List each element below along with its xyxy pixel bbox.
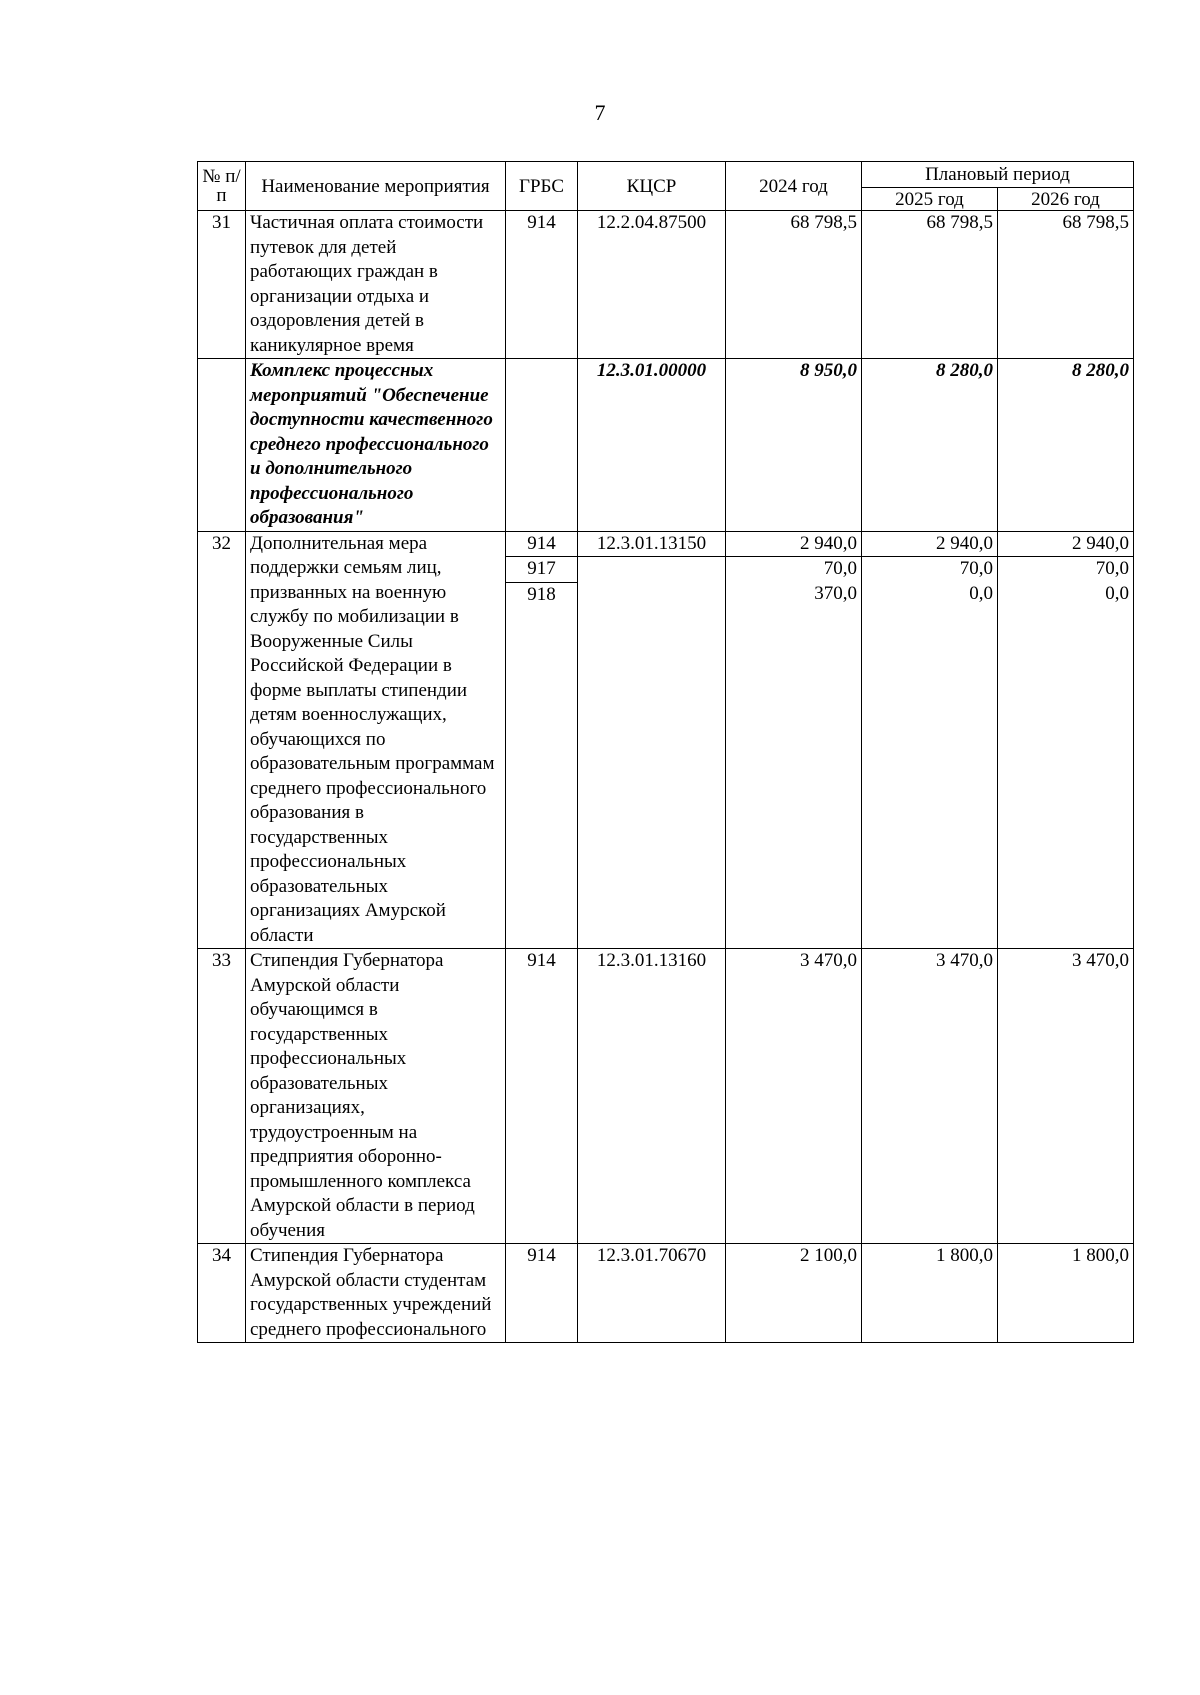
page-number: 7 — [594, 100, 606, 125]
row-2025: 1 800,0 — [862, 1244, 998, 1343]
row-name: Стипендия Губернатора Амурской области обучающимся в государственных профессиональных образовательных организациях, трудоустроенным на предприятия оборонно-промышленного комплекса Амурской области в период обучения — [246, 949, 506, 1244]
grbs-line: 914 — [527, 532, 556, 554]
row-name: Стипендия Губернатора Амурской области студентам государственных учреждений среднего профессионального — [246, 1244, 506, 1343]
row-kcsr-cell — [578, 531, 726, 949]
row-num: 32 — [198, 531, 246, 949]
row-grbs-cell — [506, 531, 578, 949]
header-num: № п/п — [198, 162, 246, 211]
value-line: 70,0 — [862, 556, 997, 582]
row-num: 34 — [198, 1244, 246, 1343]
table-row — [198, 1244, 1134, 1343]
row-grbs: 914 — [506, 211, 578, 359]
row-2026-cell — [998, 531, 1134, 949]
row-2024: 2 100,0 — [726, 1244, 862, 1343]
value-line: 0,0 — [969, 582, 993, 604]
section-kcsr: 12.3.01.00000 — [578, 359, 726, 532]
value-line: 2 940,0 — [1072, 532, 1130, 554]
table-row — [198, 531, 1134, 949]
value-line: 70,0 — [998, 556, 1133, 582]
value-line: 2 940,0 — [800, 532, 857, 554]
section-2026: 8 280,0 — [998, 359, 1134, 532]
row-2026: 1 800,0 — [998, 1244, 1134, 1343]
row-name: Дополнительная мера поддержки семьям лиц, призванных на военную службу по мобилизации в Вооруженные Силы Российской Федерации в форме выплаты стипендии детям военнослужащих, обучающихся по образовательным программам среднего профессионального образования в государственных профессиональных образовательных организациях Амурской области — [246, 531, 506, 949]
section-2024: 8 950,0 — [726, 359, 862, 532]
section-name: Комплекс процессных мероприятий "Обеспечение доступности качественного среднего профессионального и дополнительного профессионального образования" — [246, 359, 506, 532]
row-2025: 3 470,0 — [862, 949, 998, 1244]
header-2024: 2024 год — [726, 162, 862, 211]
value-line: 2 940,0 — [936, 532, 993, 554]
header-kcsr: КЦСР — [578, 162, 726, 211]
budget-table — [197, 161, 1134, 1343]
table-row — [198, 211, 1134, 359]
row-2025-cell — [862, 531, 998, 949]
table-header — [198, 162, 1134, 211]
table-row-section — [198, 359, 1134, 532]
value-line: 370,0 — [814, 582, 857, 604]
row-2026: 3 470,0 — [998, 949, 1134, 1244]
grbs-line: 918 — [506, 582, 577, 608]
row-num: 33 — [198, 949, 246, 1244]
header-name: Наименование мероприятия — [246, 162, 506, 211]
header-planned-period: Плановый период — [862, 162, 1134, 188]
row-grbs: 914 — [506, 949, 578, 1244]
row-2025: 68 798,5 — [862, 211, 998, 359]
row-kcsr: 12.3.01.13160 — [578, 949, 726, 1244]
row-kcsr: 12.3.01.13150 — [596, 532, 707, 554]
row-2024: 68 798,5 — [726, 211, 862, 359]
kcsr-divider — [578, 556, 725, 581]
row-grbs: 914 — [506, 1244, 578, 1343]
row-name: Частичная оплата стоимости путевок для детей работающих граждан в организации отдыха и оздоровления детей в каникулярное время — [246, 211, 506, 359]
row-grbs — [506, 359, 578, 532]
row-2024-cell — [726, 531, 862, 949]
header-2026: 2026 год — [998, 188, 1134, 211]
value-line: 0,0 — [1105, 582, 1130, 604]
grbs-line: 917 — [506, 556, 577, 582]
row-kcsr: 12.3.01.70670 — [578, 1244, 726, 1343]
row-2026: 68 798,5 — [998, 211, 1134, 359]
table-row — [198, 949, 1134, 1244]
header-grbs: ГРБС — [506, 162, 578, 211]
row-num — [198, 359, 246, 532]
section-2025: 8 280,0 — [862, 359, 998, 532]
row-kcsr: 12.2.04.87500 — [578, 211, 726, 359]
value-line: 70,0 — [726, 556, 861, 582]
row-2024: 3 470,0 — [726, 949, 862, 1244]
row-num: 31 — [198, 211, 246, 359]
header-2025: 2025 год — [862, 188, 998, 211]
